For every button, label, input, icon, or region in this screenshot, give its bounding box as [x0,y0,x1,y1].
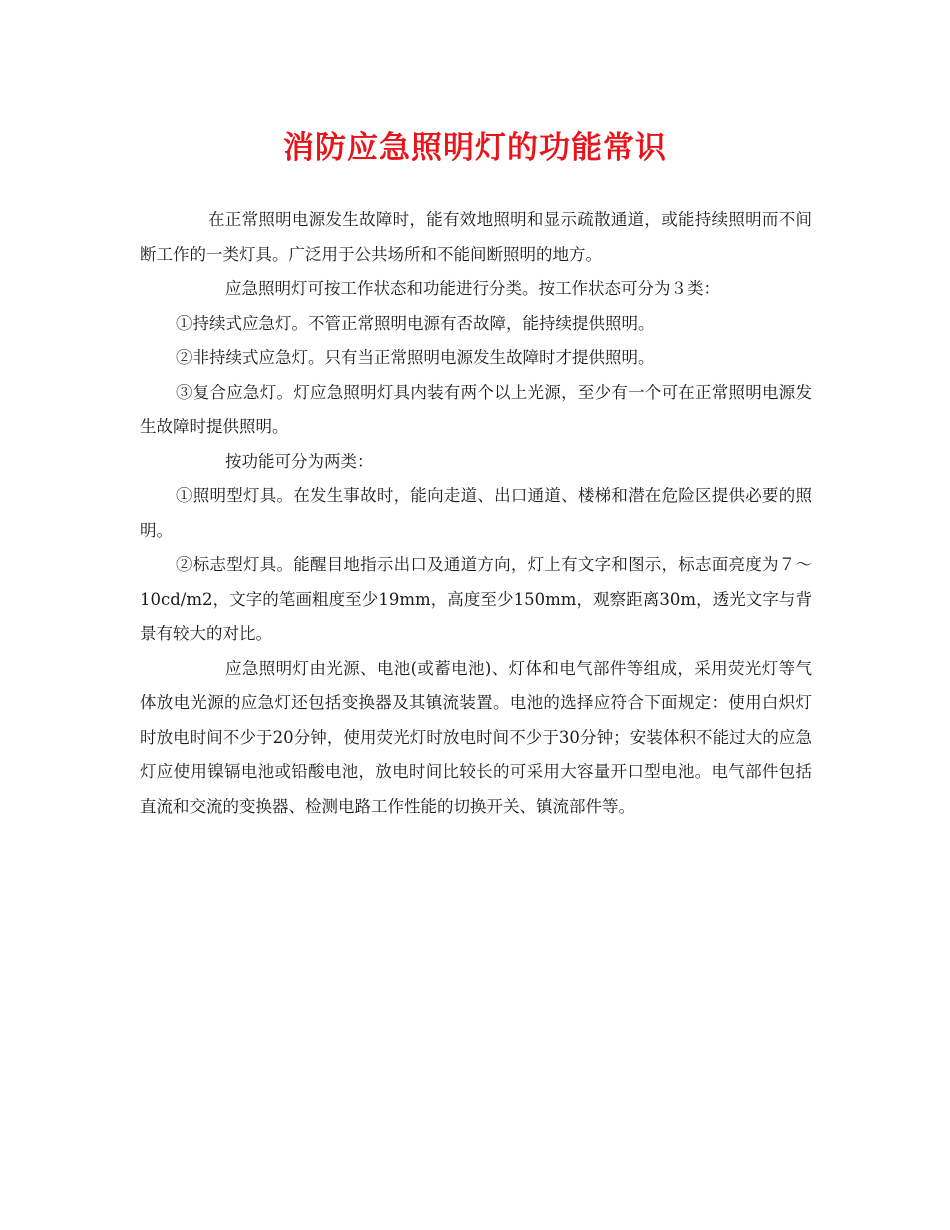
document-title: 消防应急照明灯的功能常识 [283,130,667,166]
document-body [140,203,812,824]
list-item-composite: ③复合应急灯。灯应急照明灯具内装有两个以上光源，至少有一个可在正常照明电源发生故障时提供照明。 [140,382,812,436]
list-item-continuous: ①持续式应急灯。不管正常照明电源有否故障，能持续提供照明。 [176,313,655,333]
paragraph-components: 应急照明灯由光源、电池(或蓄电池)、灯体和电气部件等组成，采用荧光灯等气体放电光源的应急灯还包括变换器及其镇流装置。电池的选择应符合下面规定：使用白炽灯时放电时间不少于20分钟，使用荧光灯时放电时间不少于30分钟；安装体积不能过大的应急灯应使用镍镉电池或铅酸电池，放电时间比较长的可采用大容量开口型电池。电气部件包括直流和交流的变换器、检测电路工作性能的切换开关、镇流部件等。 [140,658,812,816]
list-item-non-continuous: ②非持续式应急灯。只有当正常照明电源发生故障时才提供照明。 [176,348,655,367]
list-item-sign-type: ②标志型灯具。能醒目地指示出口及通道方向，灯上有文字和图示，标志面亮度为７～10cd/m2，文字的笔画粗度至少19mm，高度至少150mm，观察距离30m，透光文字与背景有较大的对比。 [140,555,812,643]
paragraph-by-function: 按功能可分为两类： [225,451,374,471]
paragraph-classification: 应急照明灯可按工作状态和功能进行分类。按工作状态可分为３类： [225,279,720,298]
list-item-lighting-type: ①照明型灯具。在发生事故时，能向走道、出口通道、楼梯和潜在危险区提供必要的照明。 [140,486,812,540]
paragraph-intro: 在正常照明电源发生故障时，能有效地照明和显示疏散通道，或能持续照明而不间断工作的一类灯具。广泛用于公共场所和不能间断照明的地方。 [140,210,812,264]
